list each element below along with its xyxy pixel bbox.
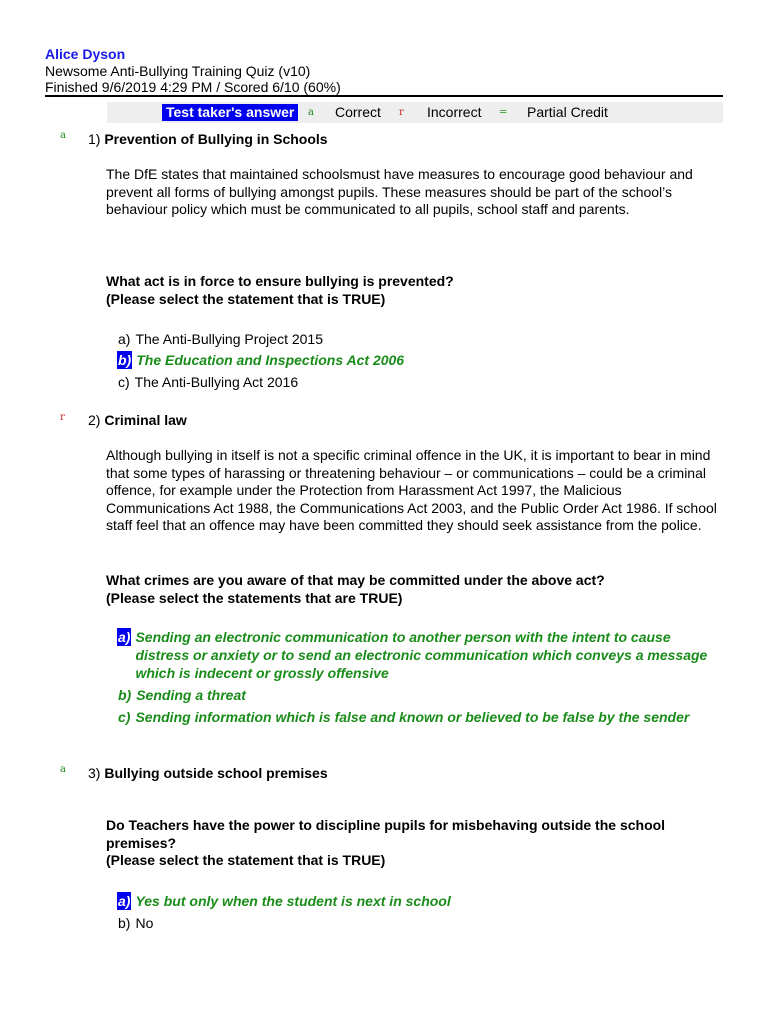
test-taker-name: Alice Dyson xyxy=(45,46,126,62)
answer-option xyxy=(117,330,723,348)
legend-answer-label: Test taker's answer xyxy=(162,104,298,121)
question-intro: The DfE states that maintained schoolsmust have measures to encourage good behaviour and prevent all forms of bullying amongst pupils. These measures should be part of the school’s behaviour policy which must be communicated to all pupils, school staff and parents. xyxy=(106,166,693,217)
correct-mark-icon: a xyxy=(60,130,66,141)
correct-option-text: Sending an electronic communication to another person with the intent to cause distress or anxiety or to send an electronic communication which conveys a message which is indecent or grossly offensive xyxy=(135,629,708,681)
option-text: The Anti-Bullying Project 2015 xyxy=(135,331,324,347)
option-letter: b) xyxy=(118,687,132,703)
question-prompt xyxy=(106,572,723,607)
incorrect-mark-icon: r xyxy=(60,412,65,423)
answer-option xyxy=(117,373,723,391)
prompt-line: Do Teachers have the power to discipline pupils for misbehaving outside the school premises? xyxy=(106,817,666,851)
answer-option-selected xyxy=(117,351,723,369)
question-heading xyxy=(88,131,328,148)
header-divider xyxy=(45,95,723,97)
legend-correct-label: Correct xyxy=(335,104,381,120)
partial-mark-icon: = xyxy=(499,107,508,118)
question-number: 3) xyxy=(88,765,101,781)
option-letter: c) xyxy=(118,374,130,390)
finished-score-line: Finished 9/6/2019 4:29 PM / Scored 6/10 (60%) xyxy=(45,79,341,95)
question-heading xyxy=(88,765,328,782)
selected-option-letter: a) xyxy=(118,893,131,909)
selected-option-letter: a) xyxy=(118,629,131,645)
correct-mark-icon: a xyxy=(60,764,66,775)
answer-option xyxy=(117,914,723,932)
question-number: 2) xyxy=(88,412,101,428)
legend-incorrect-label: Incorrect xyxy=(427,104,482,120)
question-prompt xyxy=(106,817,723,870)
question-heading xyxy=(88,412,187,429)
quiz-title: Newsome Anti-Bullying Training Quiz (v10) xyxy=(45,63,311,79)
question-number: 1) xyxy=(88,131,101,147)
prompt-instruction: (Please select the statements that are TRUE) xyxy=(106,589,403,606)
selected-option-letter: b) xyxy=(118,352,132,368)
question-title: Prevention of Bullying in Schools xyxy=(104,131,328,147)
option-letter: b) xyxy=(118,915,131,931)
option-letter: c) xyxy=(118,709,131,725)
answer-option xyxy=(117,686,723,704)
question-intro: Although bullying in itself is not a specific criminal offence in the UK, it is important to bear in mind that some types of harassing or threatening behaviour – or communications – could be a criminal offence, for example under the Protection from Harassment Act 1997, the Malicious Communications Act 1988, the Communications Act 2003, and the Public Order Act 1986. If school staff feel that an offence may have been committed they should seek assistance from the police. xyxy=(106,447,717,533)
answer-option xyxy=(117,708,723,726)
prompt-line: What act is in force to ensure bullying is prevented? xyxy=(106,273,454,289)
prompt-instruction: (Please select the statement that is TRUE) xyxy=(106,852,386,868)
answer-option-selected xyxy=(117,628,723,682)
correct-option-text: Sending a threat xyxy=(136,687,246,703)
correct-option-text: The Education and Inspections Act 2006 xyxy=(136,352,405,368)
correct-option-text: Sending information which is false and known or believed to be false by the sender xyxy=(135,709,690,725)
correct-mark-icon: a xyxy=(308,107,314,118)
option-text: The Anti-Bullying Act 2016 xyxy=(134,374,299,390)
option-text: No xyxy=(135,915,154,931)
option-letter: a) xyxy=(118,331,131,347)
legend-partial-label: Partial Credit xyxy=(527,104,608,120)
prompt-instruction: (Please select the statement that is TRUE) xyxy=(106,290,386,307)
answer-option-selected xyxy=(117,892,723,910)
question-title: Criminal law xyxy=(104,412,187,428)
result-header xyxy=(45,46,723,95)
prompt-line: What crimes are you aware of that may be committed under the above act? xyxy=(106,572,605,588)
incorrect-mark-icon: r xyxy=(399,107,404,118)
question-title: Bullying outside school premises xyxy=(104,765,328,781)
correct-option-text: Yes but only when the student is next in school xyxy=(135,893,451,909)
question-prompt xyxy=(106,273,723,308)
